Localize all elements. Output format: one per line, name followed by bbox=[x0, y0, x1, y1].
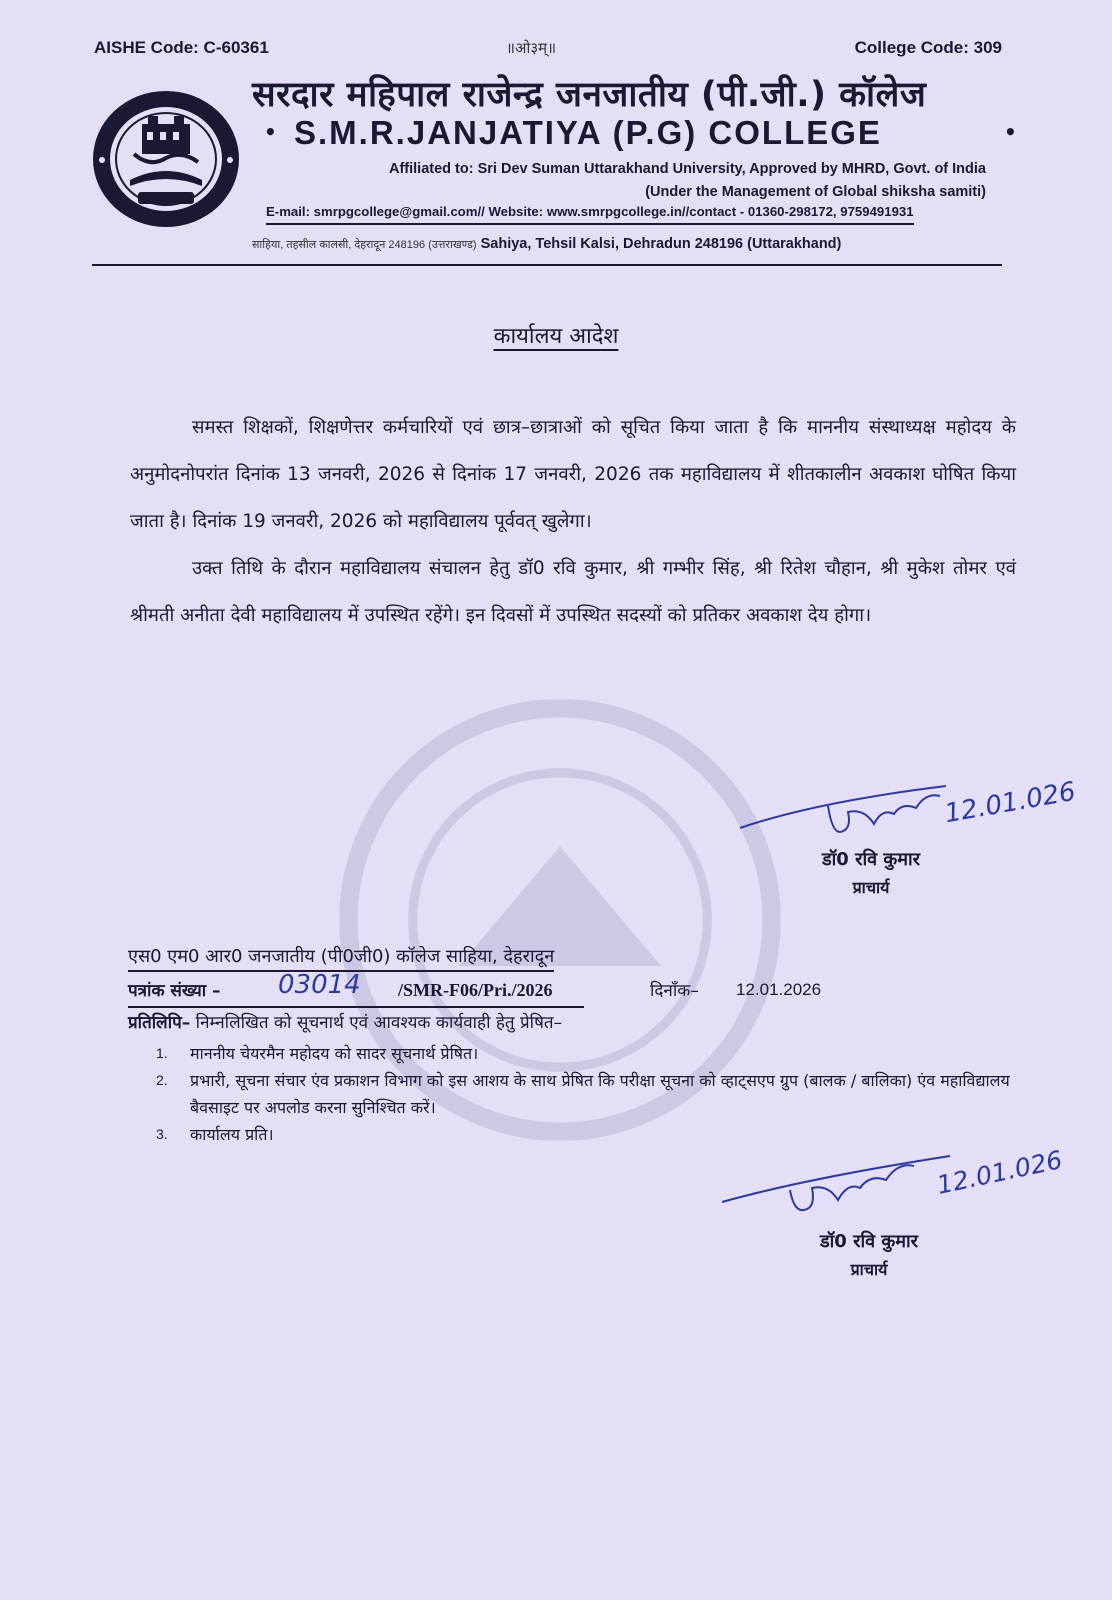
signature-2-date: 12.01.026 bbox=[934, 1145, 1065, 1200]
date-value: 12.01.2026 bbox=[736, 980, 822, 999]
address-english: Sahiya, Tehsil Kalsi, Dehradun 248196 (Uttarakhand) bbox=[480, 236, 842, 252]
management-line: (Under the Management of Global shiksha samiti) bbox=[645, 184, 986, 200]
order-heading bbox=[0, 320, 1112, 350]
list-item-number: 1. bbox=[156, 1045, 168, 1061]
signatory-name: डॉ0 रवि कुमार bbox=[822, 849, 920, 870]
copy-recipient-list bbox=[128, 1040, 1028, 1148]
reference-underline bbox=[128, 1006, 584, 1008]
order-paragraph-2: उक्त तिथि के दौरान महाविद्यालय संचालन हेतु डॉ0 रवि कुमार, श्री गम्भीर सिंह, श्री रितेश चौहान, श्री मुकेश तोमर एवं श्रीमती अनीता देवी महाविद्यालय में उपस्थित रहेंगे। इन दिवसों में उपस्थित सदस्यों को प्रतिकर अवकाश देय होगा। bbox=[130, 558, 1016, 626]
dispatch-college-line: एस0 एम0 आर0 जनजातीय (पी0जी0) कॉलेज साहिया, देहरादून bbox=[128, 944, 554, 972]
signatory-name: डॉ0 रवि कुमार bbox=[820, 1231, 918, 1252]
order-heading-text: कार्यालय आदेश bbox=[493, 324, 619, 349]
list-item-text: प्रभारी, सूचना संचार एंव प्रकाशन विभाग को इस आशय के साथ प्रेषित कि परीक्षा सूचना को व्हाट्सएप ग्रुप (बालक / बालिका) एंव महाविद्यालय बैवसाइट पर अपलोड करना सुनिश्चित करें। bbox=[190, 1071, 1010, 1117]
list-item bbox=[128, 1040, 1028, 1067]
reference-suffix: /SMR-F06/Pri./2026 bbox=[398, 980, 553, 1000]
date-label: दिनाँक– bbox=[650, 981, 699, 1001]
order-body bbox=[130, 404, 1016, 639]
list-item-text: कार्यालय प्रति। bbox=[190, 1125, 274, 1144]
reference-number: 03014 bbox=[278, 970, 361, 1000]
list-item bbox=[128, 1067, 1028, 1121]
list-item-text: माननीय चेयरमैन महोदय को सादर सूचनार्थ प्रेषित। bbox=[190, 1044, 479, 1063]
contact-line: E-mail: smrpgcollege@gmail.com// Website: www.smrpgcollege.in//contact - 01360-298172, 9759491931 bbox=[266, 204, 914, 225]
reference-label: पत्रांक संख्या – bbox=[128, 981, 221, 1001]
affiliation-block bbox=[389, 158, 986, 204]
om-invocation: ॥ओ३म्॥ bbox=[506, 40, 557, 57]
copy-to-line bbox=[128, 1010, 1028, 1036]
college-name-english: S.M.R.JANJATIYA (P.G) COLLEGE bbox=[294, 114, 882, 151]
header-top-row bbox=[94, 38, 1002, 62]
aishe-code: AISHE Code: C-60361 bbox=[94, 38, 269, 57]
signatory-designation: प्राचार्य bbox=[850, 1260, 888, 1279]
principal-signature-2-icon bbox=[718, 1138, 968, 1218]
signature-2-block bbox=[794, 1228, 944, 1284]
college-code: College Code: 309 bbox=[854, 38, 1002, 57]
order-paragraph-1: समस्त शिक्षकों, शिक्षणेत्तर कर्मचारियों एवं छात्र–छात्राओं को सूचित किया जाता है कि माननीय संस्थाध्यक्ष महोदय के अनुमोदनोपरांत दिनांक 13 जनवरी, 2026 से दिनांक 17 जनवरी, 2026 तक महाविद्यालय में शीतकालीन अवकाश घोषित किया जाता है। दिनांक 19 जनवरी, 2026 को महाविद्यालय पूर्ववत् खुलेगा। bbox=[130, 417, 1016, 532]
college-seal-icon bbox=[90, 88, 242, 230]
header-divider bbox=[92, 264, 1002, 266]
copy-text: निम्नलिखित को सूचनार्थ एवं आवश्यक कार्यवाही हेतु प्रेषित– bbox=[190, 1013, 563, 1033]
signature-1-date: 12.01.026 bbox=[942, 776, 1078, 830]
address-hindi: साहिया, तहसील कालसी, देहरादून 248196 (उत्तराखण्ड) bbox=[252, 239, 477, 251]
affiliation-line: Affiliated to: Sri Dev Suman Uttarakhand University, Approved by MHRD, Govt. of India bbox=[389, 161, 986, 177]
principal-signature-1-icon bbox=[736, 772, 972, 848]
address-line bbox=[252, 236, 841, 252]
dispatch-reference-row bbox=[128, 970, 1028, 1008]
decorative-dot: • bbox=[264, 120, 277, 144]
signatory-designation: प्राचार्य bbox=[852, 878, 890, 897]
copy-label: प्रतिलिपि– bbox=[128, 1013, 191, 1033]
list-item-number: 2. bbox=[156, 1072, 168, 1088]
decorative-dot: • bbox=[1004, 120, 1017, 144]
college-name-hindi: सरदार महिपाल राजेन्द्र जनजातीय (पी.जी.) कॉलेज bbox=[252, 75, 927, 115]
list-item-number: 3. bbox=[156, 1126, 168, 1142]
signature-1-block bbox=[796, 846, 946, 902]
dispatch-footer bbox=[128, 944, 1028, 1148]
